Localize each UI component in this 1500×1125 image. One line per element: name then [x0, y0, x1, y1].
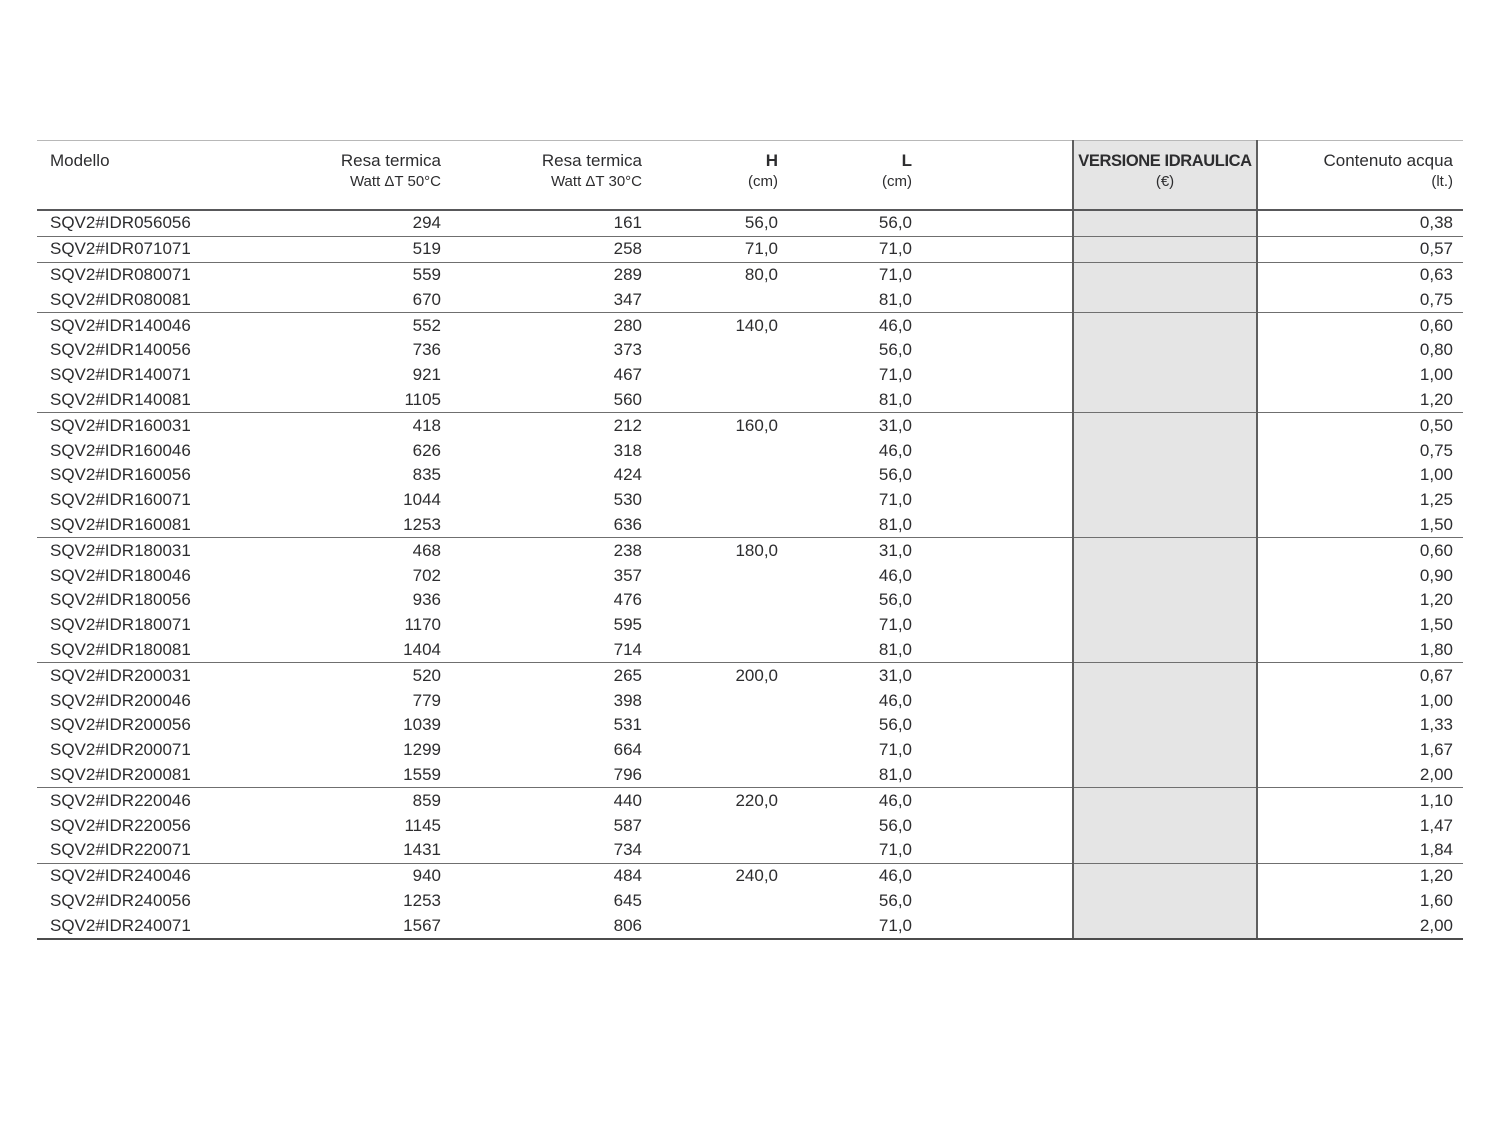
- cell-length-cm: 81,0: [788, 513, 922, 538]
- cell-water-content: 1,50: [1257, 513, 1463, 538]
- cell-versione-idraulica: [1073, 438, 1257, 463]
- cell-model: SQV2#IDR071071: [37, 236, 250, 262]
- cell-watt-dt50: 670: [250, 287, 447, 312]
- cell-model: SQV2#IDR140081: [37, 388, 250, 413]
- cell-model: SQV2#IDR160056: [50, 465, 191, 485]
- cell-spacer: [922, 889, 1073, 914]
- column-header-contenuto-acqua: [1257, 141, 1463, 211]
- table-row: [37, 463, 1463, 488]
- cell-length-cm: 71,0: [878, 615, 912, 635]
- table-row: [37, 713, 1463, 738]
- cell-water-content: 0,67: [1419, 665, 1453, 685]
- cell-versione-idraulica: [1073, 210, 1257, 236]
- cell-height-cm: [650, 287, 788, 312]
- cell-watt-dt50: 1105: [250, 388, 447, 413]
- column-header-versione-idraulica: [1073, 141, 1257, 211]
- cell-height-cm: 240,0: [735, 866, 778, 886]
- cell-watt-dt50: 552: [412, 315, 441, 335]
- cell-height-cm: [650, 388, 788, 413]
- cell-model: SQV2#IDR180071: [50, 615, 191, 635]
- cell-water-content: 0,80: [1419, 340, 1453, 360]
- table-body: [37, 210, 1463, 939]
- cell-spacer: [922, 863, 1073, 888]
- cell-watt-dt50: 1404: [250, 638, 447, 663]
- cell-length-cm: 46,0: [878, 866, 912, 886]
- cell-model: SQV2#IDR200071: [50, 740, 191, 760]
- cell-watt-dt30: 796: [447, 763, 650, 788]
- table-row: [37, 513, 1463, 538]
- versione-unit: (€): [1155, 173, 1175, 190]
- table-row: [37, 613, 1463, 638]
- cell-spacer: [922, 838, 1073, 863]
- cell-length-cm: 46,0: [878, 690, 912, 710]
- table-header: [37, 141, 1463, 211]
- cell-versione-idraulica: [1073, 788, 1257, 813]
- cell-model: SQV2#IDR160031: [50, 415, 191, 435]
- table-row: [37, 338, 1463, 363]
- cell-water-content: 0,75: [1257, 287, 1463, 312]
- cell-spacer: [922, 513, 1073, 538]
- cell-length-cm: 31,0: [878, 540, 912, 560]
- cell-height-cm: [650, 889, 788, 914]
- cell-watt-dt50: 835: [412, 465, 441, 485]
- cell-model: SQV2#IDR220056: [50, 815, 191, 835]
- cell-water-content: 1,20: [1257, 388, 1463, 413]
- column-header-h: [650, 141, 788, 211]
- cell-water-content: 2,00: [1257, 763, 1463, 788]
- table-row: [37, 788, 1463, 813]
- table-row: [37, 913, 1463, 939]
- cell-watt-dt50: 779: [412, 690, 441, 710]
- cell-watt-dt50: 936: [412, 590, 441, 610]
- cell-model: SQV2#IDR200081: [37, 763, 250, 788]
- cell-spacer: [922, 713, 1073, 738]
- header-row: [37, 141, 1463, 211]
- cell-watt-dt50: 1431: [250, 838, 447, 863]
- cell-versione-idraulica: [1073, 738, 1257, 763]
- cell-height-cm: [650, 738, 788, 763]
- cell-length-cm: 56,0: [878, 815, 912, 835]
- cell-water-content: 1,50: [1419, 615, 1453, 635]
- cell-water-content: 1,25: [1419, 490, 1453, 510]
- table-row: [37, 863, 1463, 888]
- resa-50-title: Resa termica: [340, 151, 441, 170]
- cell-model: SQV2#IDR180031: [50, 540, 191, 560]
- cell-watt-dt30: 664: [613, 740, 642, 760]
- cell-length-cm: 71,0: [878, 740, 912, 760]
- table-row: [37, 838, 1463, 863]
- cell-versione-idraulica: [1073, 588, 1257, 613]
- cell-height-cm: [650, 338, 788, 363]
- cell-model: SQV2#IDR080081: [37, 287, 250, 312]
- cell-model: SQV2#IDR180081: [37, 638, 250, 663]
- cell-height-cm: [650, 563, 788, 588]
- table-row: [37, 313, 1463, 338]
- cell-spacer: [922, 613, 1073, 638]
- cell-spacer: [922, 763, 1073, 788]
- cell-water-content: 0,57: [1257, 236, 1463, 262]
- cell-model: SQV2#IDR140046: [50, 315, 191, 335]
- cell-model: SQV2#IDR240046: [50, 866, 191, 886]
- cell-length-cm: 56,0: [878, 890, 912, 910]
- cell-water-content: 1,60: [1419, 890, 1453, 910]
- cell-spacer: [922, 563, 1073, 588]
- cell-height-cm: [650, 588, 788, 613]
- cell-height-cm: [650, 813, 788, 838]
- cell-model: SQV2#IDR056056: [37, 210, 250, 236]
- cell-watt-dt30: 258: [447, 236, 650, 262]
- cell-model: SQV2#IDR220046: [50, 790, 191, 810]
- cell-watt-dt50: 294: [250, 210, 447, 236]
- cell-watt-dt50: 559: [412, 264, 441, 284]
- cell-versione-idraulica: [1073, 613, 1257, 638]
- cell-height-cm: 200,0: [735, 665, 778, 685]
- cell-watt-dt30: 645: [613, 890, 642, 910]
- cell-spacer: [922, 663, 1073, 688]
- cell-height-cm: [650, 763, 788, 788]
- cell-versione-idraulica: [1073, 863, 1257, 888]
- h-title: H: [765, 151, 778, 170]
- cell-watt-dt30: 714: [447, 638, 650, 663]
- cell-height-cm: 71,0: [650, 236, 788, 262]
- cell-watt-dt30: 806: [447, 913, 650, 939]
- cell-height-cm: [650, 838, 788, 863]
- cell-height-cm: 160,0: [735, 415, 778, 435]
- resa-50-subtitle: Watt ΔT 50°C: [349, 173, 441, 190]
- cell-versione-idraulica: [1073, 763, 1257, 788]
- cell-length-cm: 71,0: [878, 490, 912, 510]
- cell-versione-idraulica: [1073, 313, 1257, 338]
- cell-versione-idraulica: [1073, 813, 1257, 838]
- table-row: [37, 688, 1463, 713]
- cell-model: SQV2#IDR240071: [37, 913, 250, 939]
- cell-water-content: 1,80: [1257, 638, 1463, 663]
- cell-length-cm: 46,0: [878, 440, 912, 460]
- cell-length-cm: 56,0: [878, 340, 912, 360]
- cell-watt-dt50: 921: [412, 365, 441, 385]
- cell-watt-dt30: 424: [613, 465, 642, 485]
- cell-height-cm: 220,0: [735, 790, 778, 810]
- cell-water-content: 0,90: [1419, 565, 1453, 585]
- cell-watt-dt30: 280: [613, 315, 642, 335]
- cell-versione-idraulica: [1073, 338, 1257, 363]
- cell-height-cm: [650, 513, 788, 538]
- cell-watt-dt30: 289: [613, 264, 642, 284]
- cell-height-cm: [650, 713, 788, 738]
- cell-watt-dt30: 161: [447, 210, 650, 236]
- cell-watt-dt30: 347: [447, 287, 650, 312]
- cell-spacer: [922, 638, 1073, 663]
- cell-model: SQV2#IDR080071: [50, 264, 191, 284]
- cell-height-cm: [650, 438, 788, 463]
- cell-spacer: [922, 313, 1073, 338]
- cell-length-cm: 81,0: [788, 638, 922, 663]
- cell-watt-dt30: 357: [613, 565, 642, 585]
- table-row: [37, 738, 1463, 763]
- cell-length-cm: 56,0: [878, 465, 912, 485]
- cell-length-cm: 81,0: [788, 763, 922, 788]
- cell-watt-dt30: 212: [613, 415, 642, 435]
- table-row: [37, 538, 1463, 563]
- cell-model: SQV2#IDR140071: [50, 365, 191, 385]
- cell-watt-dt50: 626: [412, 440, 441, 460]
- cell-length-cm: 71,0: [878, 365, 912, 385]
- cell-spacer: [922, 538, 1073, 563]
- cell-watt-dt30: 318: [613, 440, 642, 460]
- versione-title: VERSIONE IDRAULICA: [1078, 152, 1252, 170]
- cell-water-content: 1,10: [1419, 790, 1453, 810]
- cell-watt-dt30: 440: [613, 790, 642, 810]
- cell-versione-idraulica: [1073, 488, 1257, 513]
- cell-versione-idraulica: [1073, 513, 1257, 538]
- cell-water-content: 1,00: [1419, 365, 1453, 385]
- cell-watt-dt30: 238: [613, 540, 642, 560]
- cell-spacer: [922, 210, 1073, 236]
- cell-length-cm: 71,0: [878, 264, 912, 284]
- cell-versione-idraulica: [1073, 889, 1257, 914]
- column-header-resa-termica-30: [447, 141, 650, 211]
- table-row: [37, 262, 1463, 287]
- header-spacer: [922, 141, 1073, 211]
- cell-watt-dt30: 373: [613, 340, 642, 360]
- cell-height-cm: [650, 363, 788, 388]
- cell-model: SQV2#IDR160046: [50, 440, 191, 460]
- cell-versione-idraulica: [1073, 913, 1257, 939]
- cell-watt-dt50: 1299: [403, 740, 441, 760]
- cell-watt-dt30: 734: [447, 838, 650, 863]
- cell-water-content: 1,00: [1419, 465, 1453, 485]
- resa-30-title: Resa termica: [541, 151, 642, 170]
- table-row: [37, 638, 1463, 663]
- cell-height-cm: [650, 488, 788, 513]
- cell-spacer: [922, 287, 1073, 312]
- product-spec-table: [37, 140, 1463, 940]
- cell-length-cm: 71,0: [788, 913, 922, 939]
- l-unit: (cm): [882, 173, 912, 190]
- cell-spacer: [922, 488, 1073, 513]
- cell-length-cm: 81,0: [788, 388, 922, 413]
- cell-versione-idraulica: [1073, 563, 1257, 588]
- cell-watt-dt50: 1567: [250, 913, 447, 939]
- cell-height-cm: [650, 638, 788, 663]
- cell-spacer: [922, 438, 1073, 463]
- cell-watt-dt30: 476: [613, 590, 642, 610]
- cell-height-cm: [650, 613, 788, 638]
- cell-versione-idraulica: [1073, 838, 1257, 863]
- cell-watt-dt50: 418: [412, 415, 441, 435]
- cell-watt-dt50: 1039: [403, 715, 441, 735]
- cell-length-cm: 31,0: [878, 665, 912, 685]
- cell-spacer: [922, 236, 1073, 262]
- cell-model: SQV2#IDR160071: [50, 490, 191, 510]
- cell-watt-dt30: 265: [613, 665, 642, 685]
- cell-versione-idraulica: [1073, 638, 1257, 663]
- cell-water-content: 0,63: [1419, 264, 1453, 284]
- cell-height-cm: [650, 688, 788, 713]
- cell-versione-idraulica: [1073, 688, 1257, 713]
- cell-watt-dt50: 1044: [403, 490, 441, 510]
- table-row: [37, 588, 1463, 613]
- cell-water-content: 0,75: [1419, 440, 1453, 460]
- cell-watt-dt30: 530: [613, 490, 642, 510]
- cell-spacer: [922, 262, 1073, 287]
- cell-spacer: [922, 738, 1073, 763]
- cell-spacer: [922, 588, 1073, 613]
- cell-water-content: 1,20: [1419, 590, 1453, 610]
- cell-watt-dt50: 1253: [403, 890, 441, 910]
- cell-model: SQV2#IDR180056: [50, 590, 191, 610]
- cell-watt-dt30: 587: [613, 815, 642, 835]
- cell-water-content: 1,00: [1419, 690, 1453, 710]
- cell-watt-dt50: 859: [412, 790, 441, 810]
- cell-spacer: [922, 338, 1073, 363]
- cell-watt-dt50: 468: [412, 540, 441, 560]
- table-row: [37, 488, 1463, 513]
- cell-spacer: [922, 413, 1073, 438]
- cell-versione-idraulica: [1073, 463, 1257, 488]
- cell-height-cm: [650, 463, 788, 488]
- cell-spacer: [922, 463, 1073, 488]
- cell-versione-idraulica: [1073, 363, 1257, 388]
- cell-height-cm: 140,0: [735, 315, 778, 335]
- cell-water-content: 0,60: [1419, 315, 1453, 335]
- cell-length-cm: 56,0: [788, 210, 922, 236]
- cell-watt-dt30: 595: [613, 615, 642, 635]
- table-row: [37, 813, 1463, 838]
- cell-length-cm: 46,0: [878, 315, 912, 335]
- cell-versione-idraulica: [1073, 287, 1257, 312]
- cell-model: SQV2#IDR160081: [37, 513, 250, 538]
- table-row: [37, 287, 1463, 312]
- cell-height-cm: 80,0: [744, 264, 778, 284]
- cell-length-cm: 46,0: [878, 565, 912, 585]
- table-row: [37, 236, 1463, 262]
- resa-30-subtitle: Watt ΔT 30°C: [550, 173, 642, 190]
- cell-height-cm: [650, 913, 788, 939]
- cell-length-cm: 71,0: [788, 838, 922, 863]
- cell-length-cm: 46,0: [878, 790, 912, 810]
- cell-water-content: 1,67: [1419, 740, 1453, 760]
- cell-length-cm: 71,0: [788, 236, 922, 262]
- cell-watt-dt30: 467: [613, 365, 642, 385]
- cell-water-content: 0,38: [1257, 210, 1463, 236]
- cell-length-cm: 56,0: [878, 715, 912, 735]
- cell-watt-dt50: 1253: [250, 513, 447, 538]
- h-unit: (cm): [748, 173, 778, 190]
- cell-versione-idraulica: [1073, 538, 1257, 563]
- cell-length-cm: 56,0: [878, 590, 912, 610]
- cell-height-cm: 180,0: [735, 540, 778, 560]
- cell-versione-idraulica: [1073, 663, 1257, 688]
- table-row: [37, 388, 1463, 413]
- cell-watt-dt30: 484: [613, 866, 642, 886]
- table-row: [37, 563, 1463, 588]
- cell-watt-dt30: 636: [447, 513, 650, 538]
- table-row: [37, 210, 1463, 236]
- cell-model: SQV2#IDR240056: [50, 890, 191, 910]
- cell-water-content: 1,20: [1419, 866, 1453, 886]
- cell-watt-dt30: 398: [613, 690, 642, 710]
- column-header-l: [788, 141, 922, 211]
- cell-versione-idraulica: [1073, 413, 1257, 438]
- cell-length-cm: 81,0: [788, 287, 922, 312]
- cell-water-content: 2,00: [1257, 913, 1463, 939]
- cell-water-content: 1,33: [1419, 715, 1453, 735]
- contenuto-unit: (lt.): [1431, 173, 1453, 190]
- cell-watt-dt50: 736: [412, 340, 441, 360]
- contenuto-title: Contenuto acqua: [1323, 151, 1453, 170]
- cell-spacer: [922, 388, 1073, 413]
- cell-watt-dt50: 1170: [404, 615, 441, 635]
- cell-watt-dt50: 940: [412, 866, 441, 886]
- cell-model: SQV2#IDR200046: [50, 690, 191, 710]
- cell-model: SQV2#IDR140056: [50, 340, 191, 360]
- cell-model: SQV2#IDR200056: [50, 715, 191, 735]
- cell-model: SQV2#IDR200031: [50, 665, 191, 685]
- cell-versione-idraulica: [1073, 388, 1257, 413]
- table-row: [37, 363, 1463, 388]
- cell-watt-dt50: 702: [412, 565, 441, 585]
- cell-watt-dt50: 519: [250, 236, 447, 262]
- cell-versione-idraulica: [1073, 713, 1257, 738]
- table-row: [37, 763, 1463, 788]
- cell-watt-dt30: 531: [613, 715, 642, 735]
- cell-watt-dt50: 1145: [404, 815, 441, 835]
- column-header-modello-label: Modello: [50, 151, 110, 170]
- cell-versione-idraulica: [1073, 262, 1257, 287]
- cell-spacer: [922, 813, 1073, 838]
- table-row: [37, 438, 1463, 463]
- cell-spacer: [922, 788, 1073, 813]
- cell-spacer: [922, 363, 1073, 388]
- cell-watt-dt30: 560: [447, 388, 650, 413]
- cell-water-content: 0,60: [1419, 540, 1453, 560]
- l-title: L: [901, 151, 912, 170]
- cell-spacer: [922, 913, 1073, 939]
- column-header-resa-termica-50: [250, 141, 447, 211]
- table-row: [37, 413, 1463, 438]
- cell-water-content: 1,47: [1419, 815, 1453, 835]
- column-header-modello: [37, 141, 250, 211]
- cell-watt-dt50: 1559: [250, 763, 447, 788]
- cell-water-content: 1,84: [1257, 838, 1463, 863]
- cell-model: SQV2#IDR220071: [37, 838, 250, 863]
- cell-length-cm: 31,0: [878, 415, 912, 435]
- cell-water-content: 0,50: [1419, 415, 1453, 435]
- cell-versione-idraulica: [1073, 236, 1257, 262]
- table-row: [37, 889, 1463, 914]
- table-row: [37, 663, 1463, 688]
- cell-watt-dt50: 520: [412, 665, 441, 685]
- cell-model: SQV2#IDR180046: [50, 565, 191, 585]
- cell-spacer: [922, 688, 1073, 713]
- cell-height-cm: 56,0: [650, 210, 788, 236]
